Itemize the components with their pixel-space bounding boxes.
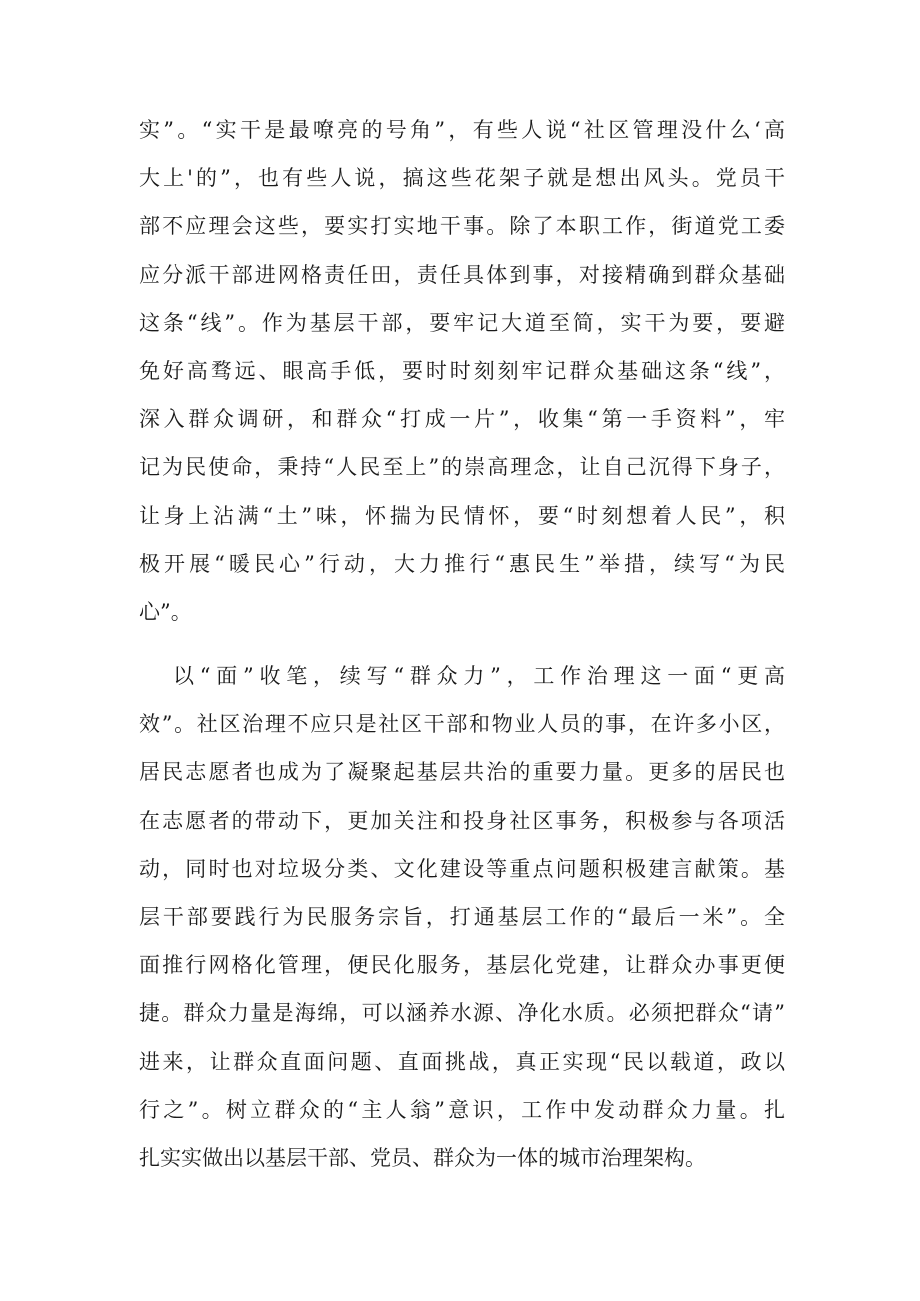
paragraph-2-line-7: 面推行网格化管理，便民化服务，基层化党建，让群众办事更便 [139, 953, 785, 978]
paragraph-2-line-8: 捷。群众力量是海绵，可以涵养水源、净化水质。必须把群众“请” [139, 1001, 785, 1026]
paragraph-1-line-2: 大上'的”，也有些人说，搞这些花架子就是想出风头。党员干 [139, 166, 785, 191]
paragraph-1-line-6: 免好高骛远、眼高手低，要时时刻刻牢记群众基础这条“线”， [139, 358, 785, 383]
paragraph-2-line-5: 动，同时也对垃圾分类、文化建设等重点问题积极建言献策。基 [139, 856, 785, 881]
paragraph-1-line-1: 实”。“实干是最嘹亮的号角”，有些人说“社区管理没什么‘高 [139, 118, 785, 142]
paragraph-2-line-10: 行之”。树立群众的“主人翁”意识，工作中发动群众力量。扎 [139, 1097, 785, 1122]
paragraph-2-line-11: 扎实实做出以基层干部、党员、群众为一体的城市治理架构。 [139, 1145, 706, 1170]
paragraph-2-line-9: 进来，让群众直面问题、直面挑战，真正实现“民以载道，政以 [139, 1049, 785, 1074]
paragraph-2-line-1: 以“面”收笔，续写“群众力”，工作治理这一面“更高 [173, 664, 785, 688]
paragraph-2-line-2: 效”。社区治理不应只是社区干部和物业人员的事，在许多小区， [139, 712, 785, 737]
paragraph-1-line-5: 这条“线”。作为基层干部，要牢记大道至简，实干为要，要避 [139, 310, 785, 335]
paragraph-1-line-3: 部不应理会这些，要实打实地干事。除了本职工作，街道党工委 [139, 214, 785, 239]
paragraph-1-line-11: 心”。 [139, 599, 192, 624]
paragraph-1-line-4: 应分派干部进网格责任田，责任具体到事，对接精确到群众基础 [139, 262, 785, 287]
paragraph-2-line-4: 在志愿者的带动下，更加关注和投身社区事务，积极参与各项活 [139, 808, 785, 833]
paragraph-1-line-8: 记为民使命，秉持“人民至上”的崇高理念，让自己沉得下身子， [139, 455, 785, 480]
paragraph-2-line-3: 居民志愿者也成为了凝聚起基层共治的重要力量。更多的居民也 [139, 760, 785, 785]
paragraph-1-line-10: 极开展“暖民心”行动，大力推行“惠民生”举措，续写“为民 [139, 551, 785, 576]
paragraph-2-line-6: 层干部要践行为民服务宗旨，打通基层工作的“最后一米”。全 [139, 904, 785, 929]
paragraph-1-line-7: 深入群众调研，和群众“打成一片”，收集“第一手资料”，牢 [139, 407, 785, 432]
paragraph-1 [139, 106, 785, 636]
paragraph-1-line-9: 让身上沾满“土”味，怀揣为民情怀，要“时刻想着人民”，积 [139, 503, 785, 528]
paragraph-2 [139, 652, 785, 1182]
